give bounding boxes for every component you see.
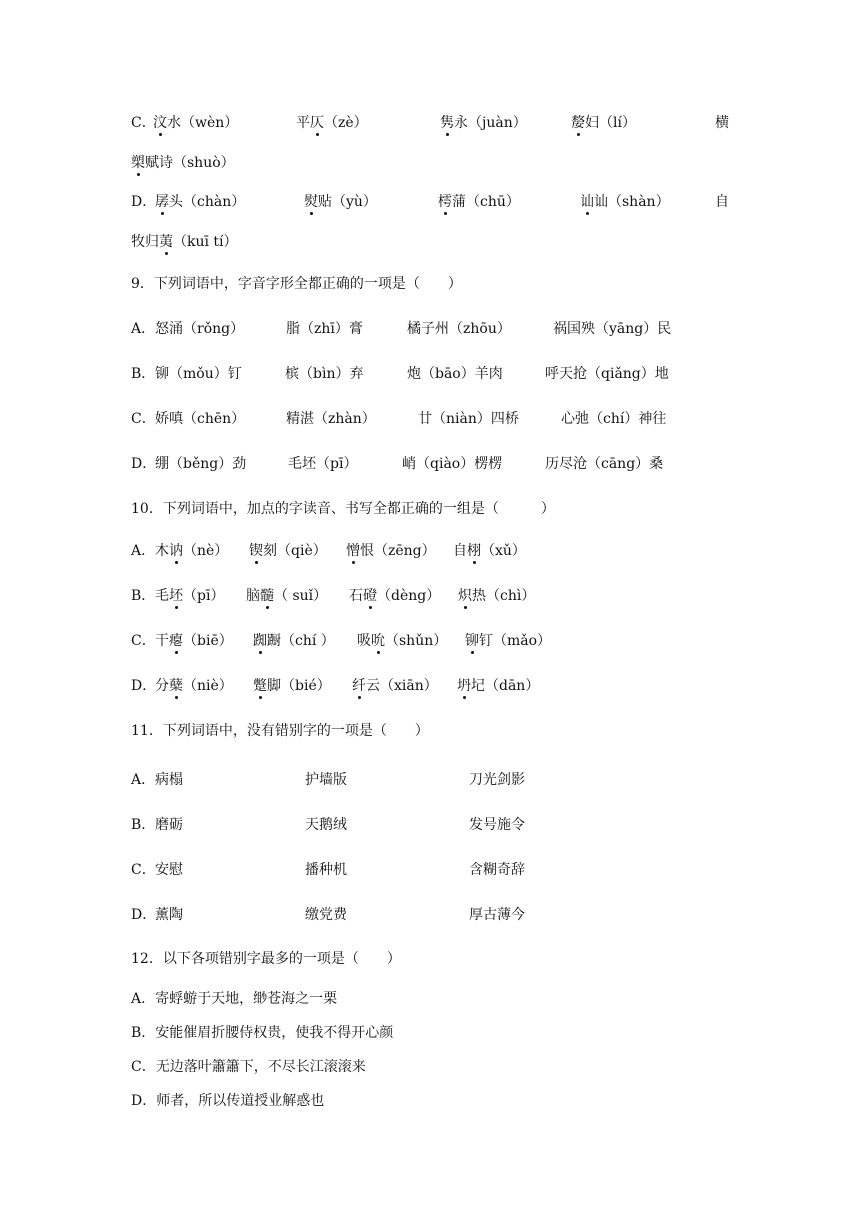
option-label: C． bbox=[131, 411, 156, 427]
option-item: 峭（qiào）楞楞 bbox=[402, 456, 503, 472]
q8-option-c-item: 汶水（wèn） bbox=[153, 115, 239, 131]
q8-option-c-continued: 槊赋诗（shuò） bbox=[131, 155, 235, 171]
option-label: C． bbox=[131, 862, 156, 878]
q8-option-c-item: 平仄（zè） bbox=[296, 115, 368, 131]
option-label: B． bbox=[131, 366, 156, 382]
q11-stem: 11．下列词语中，没有错别字的一项是（ ） bbox=[131, 723, 429, 739]
q8-option-d-label: D． bbox=[131, 194, 157, 210]
option-label: B． bbox=[131, 588, 156, 604]
q12-option-d: D．师者，所以传道授业解惑也 bbox=[131, 1093, 325, 1109]
option-label: D． bbox=[131, 456, 157, 472]
option-item: 分蘖（niè） bbox=[155, 678, 233, 694]
q8-option-d-item: 讪讪（shàn） bbox=[580, 194, 670, 210]
q8-option-d-item: 熨贴（yù） bbox=[304, 194, 377, 210]
option-item: 娇嗔（chēn） bbox=[155, 411, 246, 427]
option-item: 锲刻（qiè） bbox=[249, 543, 327, 559]
option-item: 坍圮（dān） bbox=[457, 678, 540, 694]
option-item: 呼天抢（qiǎng）地 bbox=[545, 366, 669, 382]
option-item: 吸吮（shǔn） bbox=[357, 633, 448, 649]
q8-option-c-label: C． bbox=[131, 115, 156, 131]
option-label: D． bbox=[131, 907, 157, 923]
option-item: 铆（mǒu）钉 bbox=[155, 366, 242, 382]
option-item: 播种机 bbox=[305, 862, 347, 878]
q8-option-c-item: 嫠妇（lí） bbox=[571, 115, 636, 131]
option-item: 怒涌（rǒng） bbox=[155, 321, 245, 337]
option-item: 廿（niàn）四桥 bbox=[418, 411, 519, 427]
option-item: 铆钉（mǎo） bbox=[465, 633, 552, 649]
option-item: 磨砺 bbox=[155, 817, 183, 833]
option-item: 精湛（zhàn） bbox=[286, 411, 376, 427]
option-item: 发号施令 bbox=[469, 817, 525, 833]
option-item: 炮（bāo）羊肉 bbox=[407, 366, 503, 382]
option-item: 薰陶 bbox=[155, 907, 183, 923]
q9-stem: 9．下列词语中，字音字形全都正确的一项是（ ） bbox=[131, 276, 462, 292]
option-label: D． bbox=[131, 678, 157, 694]
option-item: 天鹅绒 bbox=[305, 817, 347, 833]
option-item: 脂（zhī）膏 bbox=[286, 321, 363, 337]
option-label: C． bbox=[131, 633, 156, 649]
option-label: B． bbox=[131, 817, 156, 833]
option-item: 刀光剑影 bbox=[469, 772, 525, 788]
option-item: 祸国殃（yāng）民 bbox=[553, 321, 672, 337]
option-label: A． bbox=[131, 772, 156, 788]
option-item: 护墙版 bbox=[305, 772, 347, 788]
option-item: 槟（bìn）弃 bbox=[285, 366, 364, 382]
q12-option-b: B．安能催眉折腰侍权贵，使我不得开心颜 bbox=[131, 1025, 394, 1041]
option-item: 炽热（chì） bbox=[458, 588, 536, 604]
option-item: 厚古薄今 bbox=[469, 907, 525, 923]
q8-option-d-item: 孱头（chàn） bbox=[155, 194, 246, 210]
option-item: 毛坯（pī） bbox=[155, 588, 225, 604]
q12-option-a: A．寄蜉蝣于天地，缈苍海之一栗 bbox=[131, 991, 338, 1007]
q8-option-c-tail: 横 bbox=[715, 115, 729, 131]
option-item: 安慰 bbox=[155, 862, 183, 878]
option-item: 脑髓（ suǐ） bbox=[246, 588, 328, 604]
option-item: 纤云（xiān） bbox=[352, 678, 438, 694]
q8-option-d-continued: 牧归荑（kuī tí） bbox=[131, 234, 238, 250]
option-item: 毛坯（pī） bbox=[288, 456, 358, 472]
q12-option-c: C．无边落叶簫簫下，不尽长江滚滚来 bbox=[131, 1059, 366, 1075]
q8-option-d-item: 樗蒲（chū） bbox=[438, 194, 520, 210]
option-item: 缴党费 bbox=[305, 907, 347, 923]
option-item: 历尽沧（cāng）桑 bbox=[545, 456, 664, 472]
option-item: 木讷（nè） bbox=[155, 543, 229, 559]
option-item: 蹩脚（bié） bbox=[253, 678, 331, 694]
option-item: 踟蹰（chí ） bbox=[253, 633, 335, 649]
option-item: 自栩（xǔ） bbox=[453, 543, 526, 559]
option-item: 石磴（dèng） bbox=[349, 588, 441, 604]
option-item: 绷（běng）劲 bbox=[155, 456, 247, 472]
option-item: 憎恨（zēng） bbox=[346, 543, 436, 559]
option-item: 橘子州（zhōu） bbox=[407, 321, 511, 337]
option-item: 病榻 bbox=[155, 772, 183, 788]
option-item: 含糊奇辞 bbox=[469, 862, 525, 878]
q8-option-c-item: 隽永（juàn） bbox=[440, 115, 527, 131]
q10-stem: 10．下列词语中，加点的字读音、书写全都正确的一组是（ ） bbox=[131, 501, 555, 517]
option-label: A． bbox=[131, 321, 156, 337]
option-item: 干瘪（biē） bbox=[155, 633, 233, 649]
option-item: 心弛（chí）神往 bbox=[561, 411, 667, 427]
q8-option-d-tail: 自 bbox=[715, 194, 729, 210]
option-label: A． bbox=[131, 543, 156, 559]
q12-stem: 12．以下各项错别字最多的一项是（ ） bbox=[131, 951, 401, 967]
